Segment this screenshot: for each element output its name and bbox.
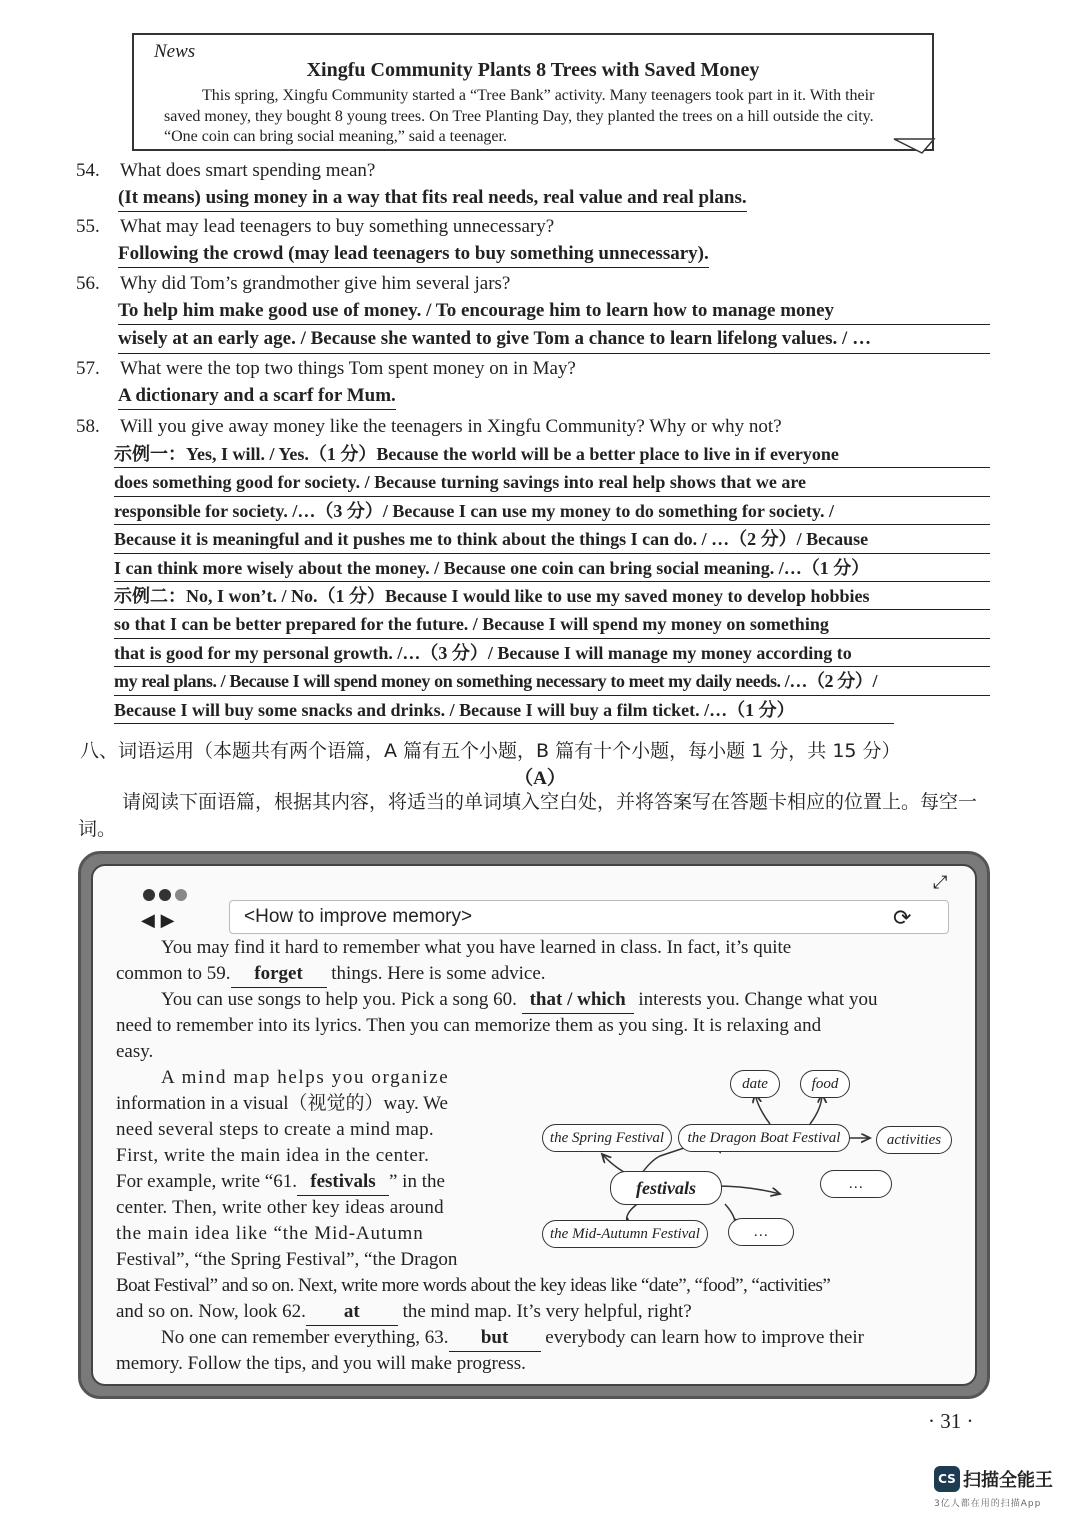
text: For example, write “61.	[116, 1171, 297, 1192]
news-tag: News	[154, 41, 196, 62]
answer-line: Because it is meaningful and it pushes me to think about the things I can do. / …（2 分）/ Because	[114, 525, 990, 553]
news-body: This spring, Xingfu Community started a “Tree Bank” activity. Many teenagers took part in it. With their saved money, they bought 8 young trees. On Tree Planting Day, they planted the trees on a hill outside the city. “One coin can bring social meaning,” said a teenager.	[164, 87, 875, 145]
question-text: Why did Tom’s grandmother give him several jars?	[120, 273, 511, 294]
answer-line: A dictionary and a scarf for Mum.	[118, 382, 396, 410]
watermark-brand	[934, 1466, 1053, 1509]
blank-59: forget	[231, 961, 327, 988]
blank-62: at	[306, 1299, 398, 1326]
blank-60: that / which	[522, 987, 634, 1014]
text: No one can remember everything, 63.	[161, 1327, 449, 1348]
mind-map-node-more: …	[820, 1170, 892, 1198]
paragraph-3-line: center. Then, write other key ideas around	[116, 1197, 444, 1218]
answer-line: my real plans. / Because I will spend money on something necessary to meet my daily needs. /…（2 分）/	[114, 667, 990, 695]
mind-map-node-activities: activities	[876, 1126, 952, 1154]
answer-line: wisely at an early age. / Because she wanted to give Tom a chance to learn lifelong values. / …	[118, 325, 990, 353]
paragraph-4-line-2: memory. Follow the tips, and you will make progress.	[116, 1353, 526, 1374]
page-number: · 31 ·	[928, 1409, 974, 1433]
paragraph-3-line: the main idea like “the Mid-Autumn	[116, 1223, 424, 1244]
question-number: 57.	[76, 358, 100, 379]
answer-line: To help him make good use of money. / To encourage him to learn how to manage money	[118, 297, 990, 325]
paragraph-1-line-2	[116, 961, 546, 988]
paragraph-4-line-1	[161, 1325, 864, 1352]
window-dots	[143, 888, 191, 906]
text: ” in the	[388, 1171, 445, 1192]
question-number: 54.	[76, 160, 100, 181]
paragraph-3-line: A mind map helps you organize	[161, 1067, 450, 1088]
news-box	[132, 33, 934, 151]
text: everybody can learn how to improve their	[545, 1327, 864, 1348]
mind-map-node-midautumn: the Mid-Autumn Festival	[542, 1220, 708, 1248]
answer-line: Following the crowd (may lead teenagers to buy something unnecessary).	[118, 240, 709, 268]
instruction: 请阅读下面语篇，根据其内容，将适当的单词填入空白处，并将答案写在答题卡相应的位置上。每空一词。	[78, 791, 978, 840]
question-number: 56.	[76, 273, 100, 294]
back-arrow-icon[interactable]: ◀	[141, 910, 155, 931]
dot-icon	[159, 889, 171, 901]
answer-line: 示例二：No, I won’t. / No.（1 分）Because I would like to use my saved money to develop hobbies	[114, 582, 990, 610]
part-label: （A）	[514, 768, 566, 789]
mind-map	[540, 1066, 960, 1256]
dot-icon	[143, 889, 155, 901]
mind-map-node-food: food	[800, 1070, 850, 1098]
question-text: What may lead teenagers to buy something unnecessary?	[120, 216, 555, 237]
mind-map-node-spring: the Spring Festival	[542, 1124, 672, 1152]
address-bar[interactable]: <How to improve memory>	[229, 900, 949, 934]
paragraph-2-line-3: easy.	[116, 1041, 154, 1062]
brand-tagline: 3亿人都在用的扫描App	[934, 1499, 1042, 1509]
paragraph-3-line: need several steps to create a mind map.	[116, 1119, 434, 1140]
answer-line: so that I can be better prepared for the future. / Because I will spend my money on something	[114, 610, 990, 638]
paragraph-3-line	[116, 1299, 692, 1326]
brand-name: 扫描全能王	[963, 1470, 1053, 1491]
mind-map-node-date: date	[730, 1070, 780, 1098]
blank-61: festivals	[297, 1169, 389, 1196]
question-text: What does smart spending mean?	[120, 160, 376, 181]
nav-buttons	[141, 910, 174, 931]
paragraph-3-line: Boat Festival” and so on. Next, write more words about the key ideas like “date”, “food”, “activities”	[116, 1275, 831, 1296]
question-number: 58.	[76, 416, 100, 437]
answer-line: does something good for society. / Because turning savings into real help shows that we are	[114, 468, 990, 496]
reload-icon[interactable]: ⟳	[893, 906, 912, 931]
mind-map-node-more: …	[728, 1218, 794, 1246]
paragraph-1-line-1: You may find it hard to remember what you have learned in class. In fact, it’s quite	[161, 937, 792, 958]
question-number: 55.	[76, 216, 100, 237]
text: interests you. Change what you	[638, 989, 878, 1010]
paragraph-2-line-1	[161, 987, 877, 1014]
brand-logo: CS	[934, 1466, 960, 1492]
forward-arrow-icon[interactable]: ▶	[160, 910, 175, 931]
answer-line: responsible for society. /…（3 分）/ Because I can use my money to do something for society. /	[114, 497, 990, 525]
text: and so on. Now, look 62.	[116, 1301, 306, 1322]
page-fold-icon	[892, 137, 936, 155]
answer-line: Because I will buy some snacks and drinks. / Because I will buy a film ticket. /…（1 分）	[114, 696, 894, 724]
answer-line: that is good for my personal growth. /…（3 分）/ Because I will manage my money according to	[114, 639, 990, 667]
mind-map-node-center: festivals	[610, 1171, 722, 1205]
section-heading: 八、词语运用（本题共有两个语篇，A 篇有五个小题，B 篇有十个小题，每小题 1 分，共 15 分）	[80, 740, 901, 762]
question-text: Will you give away money like the teenagers in Xingfu Community? Why or why not?	[120, 416, 782, 437]
news-title: Xingfu Community Plants 8 Trees with Saved Money	[306, 59, 760, 81]
text: You can use songs to help you. Pick a song 60.	[161, 989, 517, 1010]
mind-map-node-dragon: the Dragon Boat Festival	[678, 1124, 850, 1152]
paragraph-2-line-2: need to remember into its lyrics. Then you can memorize them as you sing. It is relaxing and	[116, 1015, 822, 1036]
text: things. Here is some advice.	[331, 963, 546, 984]
answer-line: I can think more wisely about the money. / Because one coin can bring social meaning. /…（1 分）	[114, 554, 990, 582]
paragraph-3-line	[116, 1169, 445, 1196]
paragraph-3-line: First, write the main idea in the center.	[116, 1145, 430, 1166]
text: common to 59.	[116, 963, 231, 984]
paragraph-3-line: Festival”, “the Spring Festival”, “the Dragon	[116, 1249, 458, 1270]
dot-icon	[175, 889, 187, 901]
paragraph-3-line: information in a visual（视觉的）way. We	[116, 1093, 448, 1114]
expand-icon[interactable]: ⤢	[933, 872, 948, 893]
blank-63: but	[449, 1325, 541, 1352]
question-text: What were the top two things Tom spent money on in May?	[120, 358, 576, 379]
answer-line: 示例一：Yes, I will. / Yes.（1 分）Because the world will be a better place to live in if everyone	[114, 440, 990, 468]
answer-line: (It means) using money in a way that fits real needs, real value and real plans.	[118, 184, 747, 212]
text: the mind map. It’s very helpful, right?	[402, 1301, 692, 1322]
